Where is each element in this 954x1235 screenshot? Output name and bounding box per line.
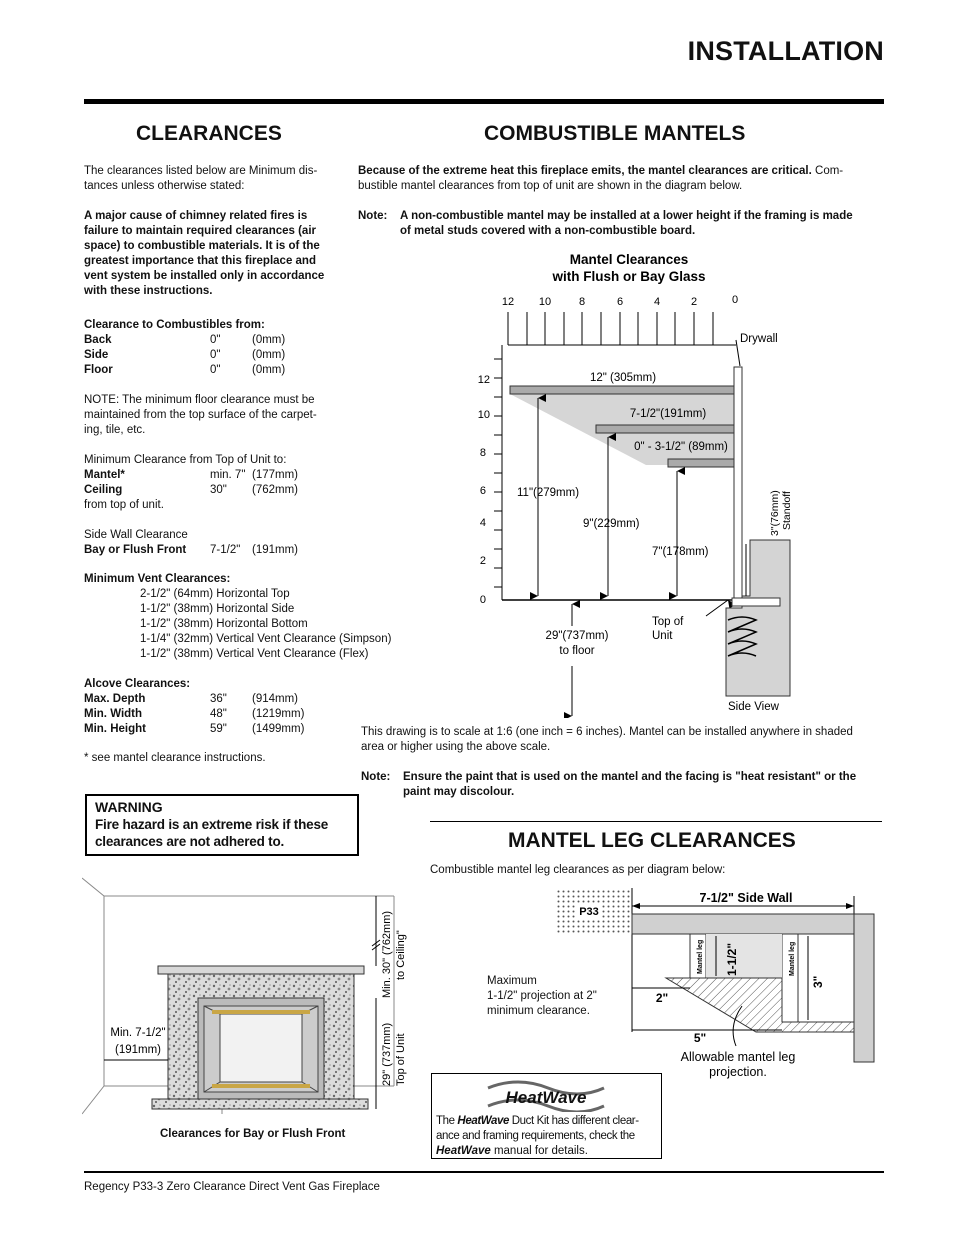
top-tick-label: 2 [690, 296, 698, 308]
dim-3: 3" [811, 975, 825, 988]
footer-rule [84, 1171, 884, 1173]
allowable-label-2: projection. [709, 1065, 767, 1079]
section-divider [430, 821, 882, 822]
side-wall-label: 7-1/2" Side Wall [699, 891, 793, 905]
floor-distance-label-2: to floor [559, 645, 595, 657]
top-of-unit-label-2: Unit [652, 630, 673, 642]
row-label: Min. Height [84, 723, 146, 735]
ceiling-clearance-label-2: to Ceiling" [395, 930, 407, 980]
mantel-top [632, 914, 854, 934]
dim-2: 2" [655, 991, 669, 1005]
row-label: Max. Depth [84, 693, 146, 705]
paint-note-label: Note: [361, 771, 391, 783]
row-in: 48" [210, 708, 227, 720]
scale-text-2: area or higher using the above scale. [361, 741, 551, 753]
top-tick-label: 10 [538, 296, 552, 308]
mantels-para-rest: Com- [811, 165, 844, 177]
left-tick-label: 10 [477, 409, 490, 421]
left-tick-label: 4 [479, 517, 486, 529]
row-label: Ceiling [84, 484, 123, 496]
heatwave-mid: Duct Kit has different clear- [508, 1115, 639, 1127]
left-tick-label: 6 [479, 485, 486, 497]
row-in: 0" [210, 364, 221, 376]
clearances-heading: CLEARANCES [136, 122, 282, 145]
floor-note-1: NOTE: The minimum floor clearance must be [84, 394, 315, 406]
combustible-row-side [84, 348, 286, 363]
mantel-board-3in [668, 459, 734, 467]
alcove-row-depth [84, 692, 299, 707]
note-label: Note: [358, 210, 388, 222]
side-clearance-label-mm: (191mm) [114, 1044, 162, 1056]
row-mm: (0mm) [252, 349, 286, 361]
alcove-row-width [84, 707, 305, 722]
diagram-title-1: Mantel Clearances [569, 252, 689, 267]
combustible-row-back [84, 333, 286, 348]
row-in: 0" [210, 334, 221, 346]
warning-line: Fire hazard is an extreme risk if these [95, 817, 329, 832]
row-in: min. 7" [210, 469, 246, 481]
max-projection-3: minimum clearance. [487, 1005, 590, 1017]
paint-note-line: paint may discolour. [403, 786, 515, 798]
p33-label: P33 [579, 906, 599, 918]
drywall [734, 367, 742, 600]
heatwave-logo-text: HeatWave [505, 1088, 587, 1107]
dim-5: 5" [693, 1031, 707, 1045]
top-tick-label: 12 [501, 296, 515, 308]
vent-item: 1-1/2" (38mm) Vertical Vent Clearance (Flex) [140, 648, 369, 660]
row-in: 0" [210, 349, 221, 361]
allowable-projection-zone [666, 975, 854, 1032]
max-projection-1: Maximum [487, 975, 537, 987]
heatwave-box [431, 1073, 662, 1159]
floor-note-2: maintained from the top surface of the carpet- [84, 409, 317, 421]
top-of-unit-label: Top of [652, 616, 684, 628]
unit-clearance-label: 29" (737mm) [381, 1022, 393, 1086]
side-view-label: Side View [728, 701, 779, 713]
vent-heading: Minimum Vent Clearances: [84, 573, 231, 585]
row-label: Floor [84, 364, 113, 376]
row-mm: (191mm) [252, 544, 299, 556]
heatwave-end: manual for details. [490, 1145, 588, 1157]
left-tick-label: 8 [479, 447, 486, 459]
min-top-heading: Minimum Clearance from Top of Unit to: [84, 454, 287, 466]
mantel-leg-diagram [556, 884, 882, 1084]
top-tick-label: 0 [731, 294, 739, 306]
warning-para-3: space) to combustible materials. It is of the [84, 240, 320, 252]
row-mm: (1499mm) [252, 723, 305, 735]
note-line: of metal studs covered with a non-combustible board. [400, 225, 696, 237]
left-tick-label: 2 [479, 555, 486, 567]
mantel-depth-label: 7-1/2"(191mm) [629, 408, 707, 420]
warning-para-5: vent system be installed only in accordance [84, 270, 325, 282]
heatwave-brand: HeatWave [457, 1115, 509, 1127]
diagram-title-2: with Flush or Bay Glass [552, 269, 706, 284]
dim-1-5: 1-1/2" [725, 942, 739, 976]
mantels-heading: COMBUSTIBLE MANTELS [484, 122, 746, 145]
row-label: Side [84, 349, 109, 361]
mantel-depth-label: 0" - 3-1/2" (89mm) [634, 441, 728, 453]
warning-para-6: with these instructions. [84, 285, 213, 297]
vent-item: 1-1/2" (38mm) Horizontal Bottom [140, 618, 308, 630]
row-mm: (914mm) [252, 693, 299, 705]
warning-para-1: A major cause of chimney related fires is [84, 210, 308, 222]
leg-label: Mantel leg [789, 941, 796, 976]
row-in: 59" [210, 723, 227, 735]
floor-note-3: ing, tile, etc. [84, 424, 146, 436]
standoff-label-2: Standoff [781, 491, 793, 530]
top-tick-label: 8 [578, 296, 586, 308]
mantel-leg-heading: MANTEL LEG CLEARANCES [508, 829, 796, 852]
drywall-label: Drywall [740, 333, 778, 345]
mantel-leg-intro: Combustible mantel leg clearances as per diagram below: [430, 864, 726, 876]
mantels-para-line-1 [358, 164, 843, 179]
height-label: 11"(279mm) [517, 487, 580, 499]
vent-item: 1-1/4" (32mm) Vertical Vent Clearance (Simpson) [140, 633, 392, 645]
mantel-board-7in [596, 425, 734, 433]
leg-label: Mantel leg [697, 939, 704, 974]
side-wall-row [84, 543, 299, 558]
row-in: 30" [210, 484, 227, 496]
intro-line-1: The clearances listed below are Minimum dis- [84, 165, 318, 177]
mantel-row [84, 468, 299, 483]
row-mm: (0mm) [252, 334, 286, 346]
vent-item: 1-1/2" (38mm) Horizontal Side [140, 603, 295, 615]
allowable-label: Allowable mantel leg [680, 1050, 796, 1064]
page-title: INSTALLATION [687, 36, 884, 66]
scale-text-1: This drawing is to scale at 1:6 (one inch = 6 inches). Mantel can be installed anywhere in shaded [361, 726, 853, 738]
mantel-clearance-diagram [470, 248, 800, 718]
hearth [152, 1099, 368, 1109]
row-label: Bay or Flush Front [84, 544, 187, 556]
heatwave-logo [484, 1078, 608, 1112]
row-label: Mantel* [84, 469, 125, 481]
header-rule [84, 99, 884, 104]
warning-para-2: failure to maintain required clearances (air [84, 225, 316, 237]
mantels-para-line-2: bustible mantel clearances from top of unit are shown in the diagram below. [358, 180, 743, 192]
combustibles-heading: Clearance to Combustibles from: [84, 319, 265, 331]
row-mm: (762mm) [252, 484, 299, 496]
heatwave-text-2: ance and framing requirements, check the [436, 1130, 635, 1142]
ceiling-row [84, 483, 299, 498]
footnote: * see mantel clearance instructions. [84, 752, 266, 764]
row-label: Back [84, 334, 112, 346]
footer-text: Regency P33-3 Zero Clearance Direct Vent Gas Fireplace [84, 1181, 380, 1193]
from-top-text: from top of unit. [84, 499, 164, 511]
row-mm: (1219mm) [252, 708, 305, 720]
side-wall [854, 914, 874, 1062]
floor-distance-label: 29"(737mm) [545, 630, 609, 642]
heatwave-brand: HeatWave [436, 1145, 491, 1157]
vent-item: 2-1/2" (64mm) Horizontal Top [140, 588, 290, 600]
alcove-heading: Alcove Clearances: [84, 678, 191, 690]
row-label: Min. Width [84, 708, 143, 720]
warning-title: WARNING [95, 799, 163, 815]
alcove-row-height [84, 722, 305, 737]
mantels-para-bold: Because of the extreme heat this fireplace emits, the mantel clearances are critical. [358, 165, 812, 177]
warning-para-4: greatest importance that this fireplace and [84, 255, 316, 267]
mantel-board-12in [510, 386, 734, 394]
heatwave-pre: The [436, 1115, 458, 1127]
top-tick-label: 6 [616, 296, 624, 308]
heatwave-text-1 [436, 1114, 639, 1129]
warning-box [85, 794, 359, 856]
row-mm: (177mm) [252, 469, 299, 481]
mantel-shelf [158, 966, 364, 974]
paint-note-line: Ensure the paint that is used on the mantel and the facing is "heat resistant" or the [403, 771, 857, 783]
side-clearance-label: Min. 7-1/2" [110, 1027, 166, 1039]
ceiling-clearance-label: Min. 30" (762mm) [381, 910, 393, 998]
side-wall-heading: Side Wall Clearance [84, 529, 188, 541]
warning-line: clearances are not adhered to. [95, 834, 285, 849]
unit-clearance-label-2: Top of Unit [395, 1033, 407, 1086]
mantel-depth-label: 12" (305mm) [589, 372, 657, 384]
fireplace-clearance-figure [82, 874, 422, 1146]
height-label: 9"(229mm) [583, 518, 640, 530]
height-label: 7"(178mm) [652, 546, 709, 558]
left-tick-label: 12 [477, 374, 490, 386]
row-in: 36" [210, 693, 227, 705]
fireplace-caption: Clearances for Bay or Flush Front [160, 1128, 346, 1140]
standoff-label: 3"(76mm) [769, 490, 781, 536]
intro-line-2: tances unless otherwise stated: [84, 180, 245, 192]
max-projection-2: 1-1/2" projection at 2" [487, 990, 597, 1002]
left-tick-label: 0 [479, 594, 486, 606]
combustible-row-floor [84, 363, 286, 378]
row-in: 7-1/2" [210, 544, 241, 556]
row-mm: (0mm) [252, 364, 286, 376]
heatwave-text-3 [436, 1144, 588, 1159]
top-tick-label: 4 [653, 296, 661, 308]
note-line: A non-combustible mantel may be installed at a lower height if the framing is made [400, 210, 853, 222]
